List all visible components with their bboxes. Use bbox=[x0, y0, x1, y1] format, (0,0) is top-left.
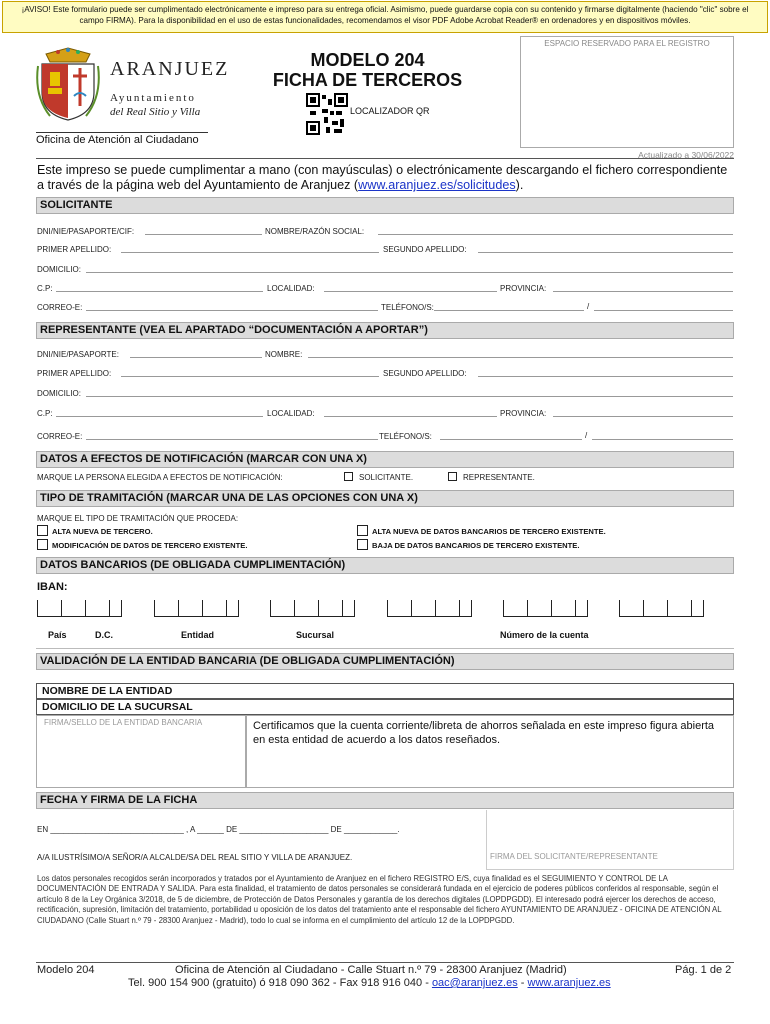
privacy-notice: Los datos personales recogidos serán incorporados y tratados por el Ayuntamiento de Aranjuez en el fichero REGISTRO E/S, cuya finalidad es el SEGUIMIENTO Y CONTROL DE LA DOCUMENTACIÓN DE ENTRADA Y SALIDA. Para esta finalidad, el tratamiento de datos personales se considerará fundada en el ejercicio de poderes públicos conferidos al responsable, según el artículo 8 de la Ley Orgánica 3/2018, de 5 de diciembre, de Protección de Datos Personales y garantía de los derechos digitales (LOPDPGDD). El interesado podrá ejercer los derechos de acceso, rectificación, supresión, limitación del tratamiento, portabilidad u oposición de los datos del tratamiento ante el responsable del fichero AYUNTAMIENTO DE ARANJUEZ - OFICINA DE ATENCIÓN AL CIUDADANO (Calle Stuart n.º 79 - 28300 Aranjuez - Madrid), todo lo cual se informa en el cumplimiento del artículo 12 de la LOPDPGDD. bbox=[37, 874, 722, 925]
field-rep-domicilio[interactable] bbox=[86, 396, 733, 397]
office-divider bbox=[36, 132, 208, 133]
registry-box bbox=[520, 36, 734, 148]
checkbox-baja-bancarios[interactable] bbox=[357, 539, 368, 550]
caption-dc: D.C. bbox=[95, 630, 113, 640]
label-firma-sello: FIRMA/SELLO DE LA ENTIDAD BANCARIA bbox=[44, 718, 203, 727]
section-title: FECHA Y FIRMA DE LA FICHA bbox=[40, 794, 198, 806]
label-telefono: TELÉFONO/S: bbox=[381, 303, 434, 312]
field-apellido2[interactable] bbox=[478, 252, 733, 253]
label-modificacion: MODIFICACIÓN DE DATOS DE TERCERO EXISTENTE. bbox=[52, 541, 248, 550]
iban-digit-box[interactable] bbox=[527, 600, 551, 617]
label-rep-apellido1: PRIMER APELLIDO: bbox=[37, 369, 112, 378]
section-representante bbox=[36, 322, 734, 339]
section-notificacion bbox=[36, 451, 734, 468]
label-domicilio-sucursal: DOMICILIO DE LA SUCURSAL bbox=[42, 701, 193, 713]
section-title: TIPO DE TRAMITACIÓN (MARCAR UNA DE LAS OPCIONES CON UNA X) bbox=[40, 492, 418, 504]
label-tramitacion: MARQUE EL TIPO DE TRAMITACIÓN QUE PROCEDA: bbox=[37, 514, 239, 523]
iban-digit-box[interactable] bbox=[667, 600, 691, 617]
section-bancarios bbox=[36, 557, 734, 574]
row-nombre-entidad[interactable] bbox=[36, 683, 734, 699]
label-notif-solicitante: SOLICITANTE. bbox=[359, 473, 414, 482]
field-cp[interactable] bbox=[56, 291, 263, 292]
field-rep-telefono1[interactable] bbox=[440, 439, 582, 440]
row-domicilio-sucursal[interactable] bbox=[36, 699, 734, 715]
field-rep-dni[interactable] bbox=[130, 357, 262, 358]
phone-separator: / bbox=[587, 302, 590, 311]
checkbox-modificacion[interactable] bbox=[37, 539, 48, 550]
label-alta-bancarios: ALTA NUEVA DE DATOS BANCARIOS DE TERCERO EXISTENTE. bbox=[372, 527, 606, 536]
caption-entidad: Entidad bbox=[181, 630, 214, 640]
coat-of-arms-logo bbox=[36, 46, 100, 122]
label-alta-tercero: ALTA NUEVA DE TERCERO. bbox=[52, 527, 153, 536]
updated-date: Actualizado a 30/06/2022 bbox=[638, 150, 734, 160]
label-baja-bancarios: BAJA DE DATOS BANCARIOS DE TERCERO EXISTENTE. bbox=[372, 541, 580, 550]
field-rep-nombre[interactable] bbox=[308, 357, 733, 358]
checkbox-alta-tercero[interactable] bbox=[37, 525, 48, 536]
certification-text: Certificamos que la cuenta corriente/libreta de ahorros señalada en este impreso figura abierta en esta entidad de acuerdo a los datos reseñados. bbox=[253, 720, 715, 746]
iban-digit-box[interactable] bbox=[37, 600, 61, 617]
iban-digit-box[interactable] bbox=[435, 600, 459, 617]
iban-digit-box[interactable] bbox=[202, 600, 226, 617]
caption-pais: País bbox=[48, 630, 67, 640]
form-title: FICHA DE TERCEROS bbox=[272, 70, 463, 90]
iban-digit-box[interactable] bbox=[691, 600, 704, 617]
iban-digit-box[interactable] bbox=[294, 600, 318, 617]
label-apellido1: PRIMER APELLIDO: bbox=[37, 245, 112, 254]
warning-text: ¡AVISO! Este formulario puede ser cumplimentado electrónicamente e impreso para su entrega oficial. Asimismo, puede guardarse copia con su contenido y firmarse digitalmente (haciendo "clic" sobre el campo FIRMA). Para la disponibilidad en el uso de estas funcionalidades, recomendamos el visor PDF Adobe Acrobat Reader® en ordenadores y en dispositivos móviles. bbox=[21, 5, 749, 25]
iban-digit-box[interactable] bbox=[551, 600, 575, 617]
iban-digit-box[interactable] bbox=[61, 600, 85, 617]
iban-digit-box[interactable] bbox=[411, 600, 435, 617]
iban-digit-box[interactable] bbox=[619, 600, 643, 617]
section-title: REPRESENTANTE (VEA EL APARTADO “DOCUMENTACIÓN A APORTAR”) bbox=[40, 324, 428, 336]
footer-page: Pág. 1 de 2 bbox=[675, 964, 732, 976]
label-rep-telefono: TELÉFONO/S: bbox=[379, 432, 432, 441]
checkbox-notif-representante[interactable] bbox=[448, 472, 457, 481]
section-title: DATOS A EFECTOS DE NOTIFICACIÓN (MARCAR CON UNA X) bbox=[40, 453, 367, 465]
qr-code-icon[interactable] bbox=[306, 93, 348, 135]
label-rep-localidad: LOCALIDAD: bbox=[267, 409, 315, 418]
caption-cuenta: Número de la cuenta bbox=[500, 630, 589, 640]
label-notif-representante: REPRESENTANTE. bbox=[463, 473, 535, 482]
signature-box[interactable] bbox=[486, 810, 734, 870]
label-rep-provincia: PROVINCIA: bbox=[500, 409, 547, 418]
field-rep-apellido2[interactable] bbox=[478, 376, 733, 377]
qr-locator-label: LOCALIZADOR QR bbox=[350, 106, 430, 116]
section-validacion bbox=[36, 653, 734, 670]
field-provincia[interactable] bbox=[553, 291, 733, 292]
field-telefono1[interactable] bbox=[434, 310, 584, 311]
label-rep-nombre: NOMBRE: bbox=[265, 350, 303, 359]
phone-separator: / bbox=[585, 431, 588, 440]
footer-phone: Tel. 900 154 900 (gratuito) ó 918 090 362 - Fax 918 916 040 - bbox=[128, 977, 432, 989]
intro-body: Este impreso se puede cumplimentar a mano (con mayúsculas) o electrónicamente descargando el fichero correspondiente a través de la página web del Ayuntamiento de Aranjuez ( bbox=[37, 163, 728, 192]
footer-email-link[interactable]: oac@aranjuez.es bbox=[431, 977, 518, 989]
field-localidad[interactable] bbox=[324, 291, 497, 292]
field-rep-cp[interactable] bbox=[56, 416, 263, 417]
section-title: DATOS BANCARIOS (DE OBLIGADA CUMPLIMENTACIÓN) bbox=[40, 559, 346, 571]
label-apellido2: SEGUNDO APELLIDO: bbox=[383, 245, 467, 254]
iban-divider bbox=[36, 648, 734, 649]
label-nombre-entidad: NOMBRE DE LA ENTIDAD bbox=[42, 685, 173, 697]
section-solicitante bbox=[36, 197, 734, 214]
iban-digit-box[interactable] bbox=[270, 600, 294, 617]
field-dni[interactable] bbox=[145, 234, 262, 235]
solicitudes-link[interactable]: www.aranjuez.es/solicitudes bbox=[358, 178, 516, 192]
footer-divider bbox=[36, 962, 734, 963]
header-divider bbox=[36, 158, 734, 159]
checkbox-alta-bancarios[interactable] bbox=[357, 525, 368, 536]
field-nombre[interactable] bbox=[378, 234, 733, 235]
iban-digit-box[interactable] bbox=[85, 600, 109, 617]
label-iban: IBAN: bbox=[37, 581, 68, 593]
date-place-line[interactable]: EN ______________________________ , A ______ DE ____________________ DE ____________. bbox=[37, 825, 400, 834]
iban-digit-box[interactable] bbox=[154, 600, 178, 617]
caption-sucursal: Sucursal bbox=[296, 630, 335, 640]
intro-end: ). bbox=[515, 178, 524, 192]
label-provincia: PROVINCIA: bbox=[500, 284, 547, 293]
label-dni: DNI/NIE/PASAPORTE/CIF: bbox=[37, 227, 135, 236]
label-notificacion: MARQUE LA PERSONA ELEGIDA A EFECTOS DE NOTIFICACIÓN: bbox=[37, 473, 283, 482]
form-model-title: MODELO 204 bbox=[310, 50, 425, 70]
real-sitio-label: del Real Sitio y Villa bbox=[110, 106, 201, 118]
footer-separator: - bbox=[517, 977, 528, 989]
label-rep-dni: DNI/NIE/PASAPORTE: bbox=[37, 350, 119, 359]
label-firma-solicitante: FIRMA DEL SOLICITANTE/REPRESENTANTE bbox=[490, 852, 658, 861]
footer-address: Oficina de Atención al Ciudadano - Calle Stuart n.º 79 - 28300 Aranjuez (Madrid) bbox=[175, 964, 567, 976]
label-rep-apellido2: SEGUNDO APELLIDO: bbox=[383, 369, 467, 378]
field-rep-telefono2[interactable] bbox=[592, 439, 733, 440]
iban-digit-box[interactable] bbox=[503, 600, 527, 617]
intro-text bbox=[37, 163, 737, 193]
iban-digit-box[interactable] bbox=[109, 600, 122, 617]
field-telefono2[interactable] bbox=[594, 310, 733, 311]
field-rep-apellido1[interactable] bbox=[121, 376, 379, 377]
label-rep-cp: C.P: bbox=[37, 409, 53, 418]
field-correo[interactable] bbox=[86, 310, 378, 311]
label-cp: C.P: bbox=[37, 284, 53, 293]
field-apellido1[interactable] bbox=[121, 252, 379, 253]
iban-digit-box[interactable] bbox=[342, 600, 355, 617]
checkbox-notif-solicitante[interactable] bbox=[344, 472, 353, 481]
iban-digit-box[interactable] bbox=[387, 600, 411, 617]
label-rep-domicilio: DOMICILIO: bbox=[37, 389, 82, 398]
iban-digit-box[interactable] bbox=[459, 600, 472, 617]
field-domicilio[interactable] bbox=[86, 272, 733, 273]
office-name: Oficina de Atención al Ciudadano bbox=[36, 134, 199, 146]
iban-digit-box[interactable] bbox=[575, 600, 588, 617]
footer-model: Modelo 204 bbox=[37, 964, 95, 976]
iban-digit-box[interactable] bbox=[178, 600, 202, 617]
registry-label: ESPACIO RESERVADO PARA EL REGISTRO bbox=[544, 39, 710, 48]
label-correo: CORREO-E: bbox=[37, 303, 83, 312]
iban-digit-box[interactable] bbox=[643, 600, 667, 617]
city-name: ARANJUEZ bbox=[110, 58, 230, 80]
label-alcalde: A/A ILUSTRÍSIMO/A SEÑOR/A ALCALDE/SA DEL REAL SITIO Y VILLA DE ARANJUEZ. bbox=[37, 853, 353, 862]
field-rep-localidad[interactable] bbox=[324, 416, 497, 417]
field-rep-correo[interactable] bbox=[86, 439, 378, 440]
ayuntamiento-label: Ayuntamiento bbox=[110, 92, 196, 104]
section-title: SOLICITANTE bbox=[40, 199, 113, 211]
section-tramitacion bbox=[36, 490, 734, 507]
footer-contact bbox=[128, 977, 611, 989]
field-rep-provincia[interactable] bbox=[553, 416, 733, 417]
label-domicilio: DOMICILIO: bbox=[37, 265, 82, 274]
warning-banner bbox=[2, 1, 768, 33]
section-fecha-firma bbox=[36, 792, 734, 809]
label-rep-correo: CORREO-E: bbox=[37, 432, 83, 441]
section-title: VALIDACIÓN DE LA ENTIDAD BANCARIA (DE OBLIGADA CUMPLIMENTACIÓN) bbox=[40, 655, 455, 667]
label-nombre: NOMBRE/RAZÓN SOCIAL: bbox=[265, 227, 365, 236]
label-localidad: LOCALIDAD: bbox=[267, 284, 315, 293]
iban-digit-box[interactable] bbox=[226, 600, 239, 617]
footer-web-link[interactable]: www.aranjuez.es bbox=[527, 977, 611, 989]
iban-digit-box[interactable] bbox=[318, 600, 342, 617]
